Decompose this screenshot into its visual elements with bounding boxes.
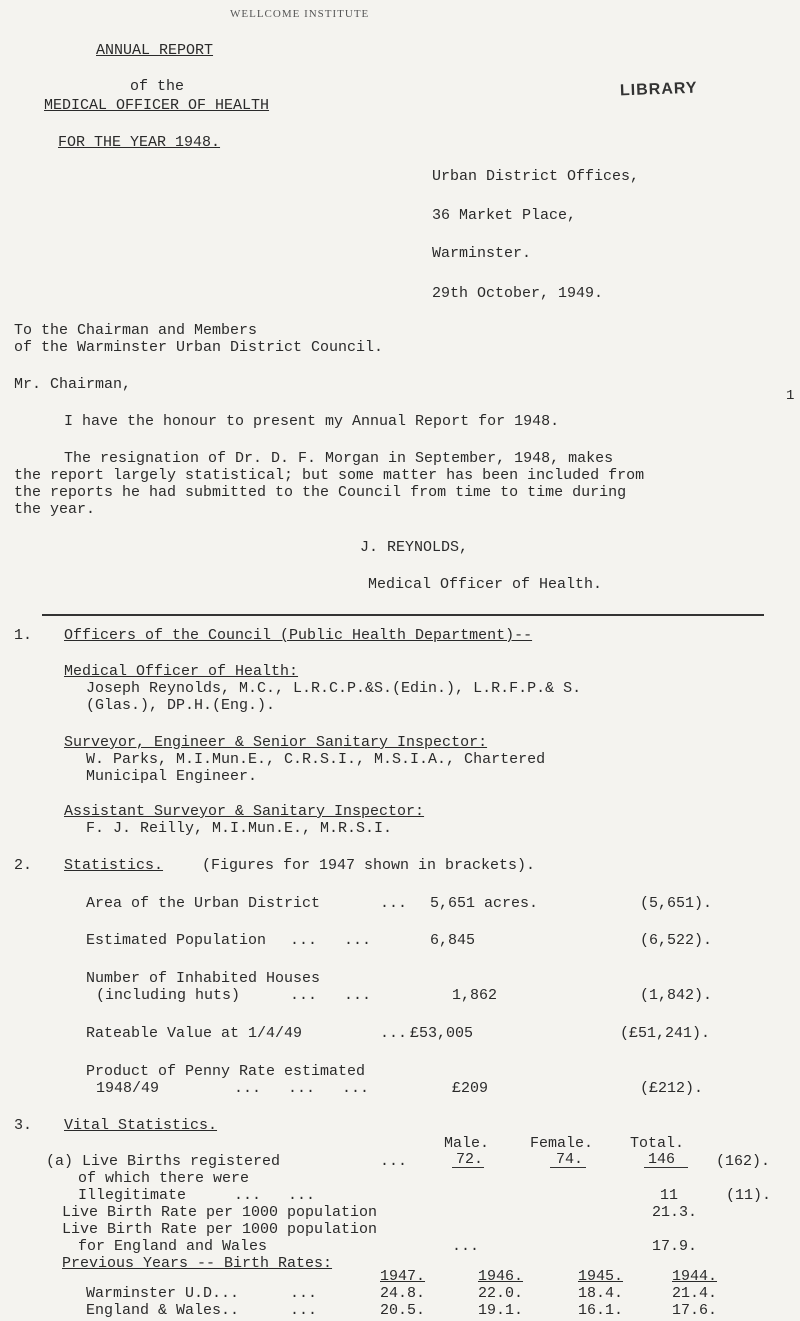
birth-rate-label: Live Birth Rate per 1000 population bbox=[62, 1204, 378, 1221]
illegitimate-label-line-2: Illegitimate bbox=[78, 1187, 187, 1204]
surveyor-label: Surveyor, Engineer & Senior Sanitary Inspector: bbox=[64, 734, 488, 751]
england-wales-1946: 19.1. bbox=[478, 1302, 524, 1319]
stat-prev-penny-rate: (£212). bbox=[640, 1080, 704, 1097]
stat-value-rateable-value: £53,005 bbox=[410, 1025, 474, 1042]
report-title: ANNUAL REPORT bbox=[96, 42, 214, 59]
previous-years-label: Previous Years -- Birth Rates: bbox=[62, 1255, 333, 1272]
col-header-male: Male. bbox=[444, 1135, 490, 1152]
year-1946: 1946. bbox=[478, 1268, 524, 1285]
birth-rate-ew-label-line-2: for England and Wales bbox=[78, 1238, 268, 1255]
stat-label-population: Estimated Population bbox=[86, 932, 267, 949]
stat-value-houses: 1,862 bbox=[452, 987, 498, 1004]
body-paragraph-2-line-3: the reports he had submitted to the Council from time to time during bbox=[14, 484, 627, 501]
salutation: Mr. Chairman, bbox=[14, 376, 132, 393]
medical-officer-label: Medical Officer of Health: bbox=[64, 663, 299, 680]
body-paragraph-1: I have the honour to present my Annual Report for 1948. bbox=[64, 413, 560, 430]
address-line-3: Warminster. bbox=[432, 245, 532, 262]
address-line-1: Urban District Offices, bbox=[432, 168, 640, 185]
stat-prev-population: (6,522). bbox=[640, 932, 713, 949]
stat-prev-rateable-value: (£51,241). bbox=[620, 1025, 711, 1042]
warminster-1947: 24.8. bbox=[380, 1285, 426, 1302]
section-2-number: 2. bbox=[14, 857, 33, 874]
addressee-line-2: of the Warminster Urban District Council. bbox=[14, 339, 384, 356]
section-2-heading: Statistics. bbox=[64, 857, 164, 874]
birth-rate-ew-label-line-1: Live Birth Rate per 1000 population bbox=[62, 1221, 378, 1238]
england-wales-label: England & Wales.. bbox=[86, 1302, 240, 1319]
section-3-heading: Vital Statistics. bbox=[64, 1117, 218, 1134]
birth-rate-ew-value: 17.9. bbox=[652, 1238, 698, 1255]
stat-label-penny-rate-year: 1948/49 bbox=[96, 1080, 160, 1097]
stat-label-houses-sub: (including huts) bbox=[96, 987, 241, 1004]
signature-title: Medical Officer of Health. bbox=[368, 576, 603, 593]
stat-value-population: 6,845 bbox=[430, 932, 476, 949]
illegitimate-prev: (11). bbox=[726, 1187, 772, 1204]
signature-name: J. REYNOLDS, bbox=[360, 539, 469, 556]
births-female-underline bbox=[550, 1167, 586, 1168]
col-header-female: Female. bbox=[530, 1135, 594, 1152]
section-1-number: 1. bbox=[14, 627, 33, 644]
institute-stamp: WELLCOME INSTITUTE bbox=[230, 8, 370, 20]
births-label: (a) Live Births registered bbox=[46, 1153, 281, 1170]
births-total-underline bbox=[644, 1167, 688, 1168]
stat-prev-houses: (1,842). bbox=[640, 987, 713, 1004]
year-1945: 1945. bbox=[578, 1268, 624, 1285]
warminster-dots: ... bbox=[290, 1285, 318, 1302]
england-wales-1945: 16.1. bbox=[578, 1302, 624, 1319]
addressee-line-1: To the Chairman and Members bbox=[14, 322, 258, 339]
report-title-of: of the bbox=[130, 78, 185, 95]
warminster-1946: 22.0. bbox=[478, 1285, 524, 1302]
england-wales-dots: ... bbox=[290, 1302, 318, 1319]
section-3-number: 3. bbox=[14, 1117, 33, 1134]
section-2-note: (Figures for 1947 shown in brackets). bbox=[202, 857, 536, 874]
stat-value-penny-rate: £209 bbox=[452, 1080, 489, 1097]
body-paragraph-2-line-2: the report largely statistical; but some matter has been included from bbox=[14, 467, 645, 484]
col-header-total: Total. bbox=[630, 1135, 685, 1152]
year-1947: 1947. bbox=[380, 1268, 426, 1285]
illegitimate-total: 11 bbox=[660, 1187, 679, 1204]
warminster-1945: 18.4. bbox=[578, 1285, 624, 1302]
section-1-heading: Officers of the Council (Public Health Department)-- bbox=[64, 627, 533, 644]
address-line-2: 36 Market Place, bbox=[432, 207, 577, 224]
stat-dots: ... bbox=[380, 1025, 408, 1042]
medical-officer-name: Joseph Reynolds, M.C., L.R.C.P.&S.(Edin.), L.R.F.P.& S. bbox=[86, 680, 582, 697]
section-divider bbox=[42, 614, 764, 616]
surveyor-title: Municipal Engineer. bbox=[86, 768, 258, 785]
stat-label-houses: Number of Inhabited Houses bbox=[86, 970, 321, 987]
stat-label-rateable-value: Rateable Value at 1/4/49 bbox=[86, 1025, 303, 1042]
illegitimate-label-line-1: of which there were bbox=[78, 1170, 250, 1187]
england-wales-1947: 20.5. bbox=[380, 1302, 426, 1319]
births-male: 72. bbox=[456, 1151, 484, 1168]
births-total: 146 bbox=[648, 1151, 676, 1168]
letter-date: 29th October, 1949. bbox=[432, 285, 604, 302]
births-male-underline bbox=[452, 1167, 484, 1168]
stat-label-area: Area of the Urban District bbox=[86, 895, 321, 912]
stat-dots: ... ... bbox=[290, 987, 372, 1004]
birth-rate-ew-dots: ... bbox=[452, 1238, 480, 1255]
stat-dots: ... ... bbox=[290, 932, 372, 949]
births-prev: (162). bbox=[716, 1153, 771, 1170]
surveyor-name: W. Parks, M.I.Mun.E., C.R.S.I., M.S.I.A., Chartered bbox=[86, 751, 546, 768]
warminster-label: Warminster U.D... bbox=[86, 1285, 240, 1302]
body-paragraph-2-line-1: The resignation of Dr. D. F. Morgan in September, 1948, makes bbox=[64, 450, 614, 467]
warminster-1944: 21.4. bbox=[672, 1285, 718, 1302]
births-female: 74. bbox=[556, 1151, 584, 1168]
assistant-label: Assistant Surveyor & Sanitary Inspector: bbox=[64, 803, 425, 820]
year-1944: 1944. bbox=[672, 1268, 718, 1285]
library-stamp: LIBRARY bbox=[619, 79, 698, 100]
stat-prev-area: (5,651). bbox=[640, 895, 713, 912]
stat-dots: ... ... ... bbox=[234, 1080, 370, 1097]
margin-page-number: 1 bbox=[786, 388, 795, 404]
report-year: FOR THE YEAR 1948. bbox=[58, 134, 221, 151]
report-title-officer: MEDICAL OFFICER OF HEALTH bbox=[44, 97, 270, 114]
medical-officer-qualifications: (Glas.), DP.H.(Eng.). bbox=[86, 697, 276, 714]
stat-value-area: 5,651 acres. bbox=[430, 895, 539, 912]
illegitimate-dots: ... ... bbox=[234, 1187, 316, 1204]
body-paragraph-2-line-4: the year. bbox=[14, 501, 96, 518]
england-wales-1944: 17.6. bbox=[672, 1302, 718, 1319]
stat-dots: ... bbox=[380, 895, 408, 912]
assistant-name: F. J. Reilly, M.I.Mun.E., M.R.S.I. bbox=[86, 820, 393, 837]
stat-label-penny-rate: Product of Penny Rate estimated bbox=[86, 1063, 366, 1080]
births-dots: ... bbox=[380, 1153, 408, 1170]
birth-rate-value: 21.3. bbox=[652, 1204, 698, 1221]
